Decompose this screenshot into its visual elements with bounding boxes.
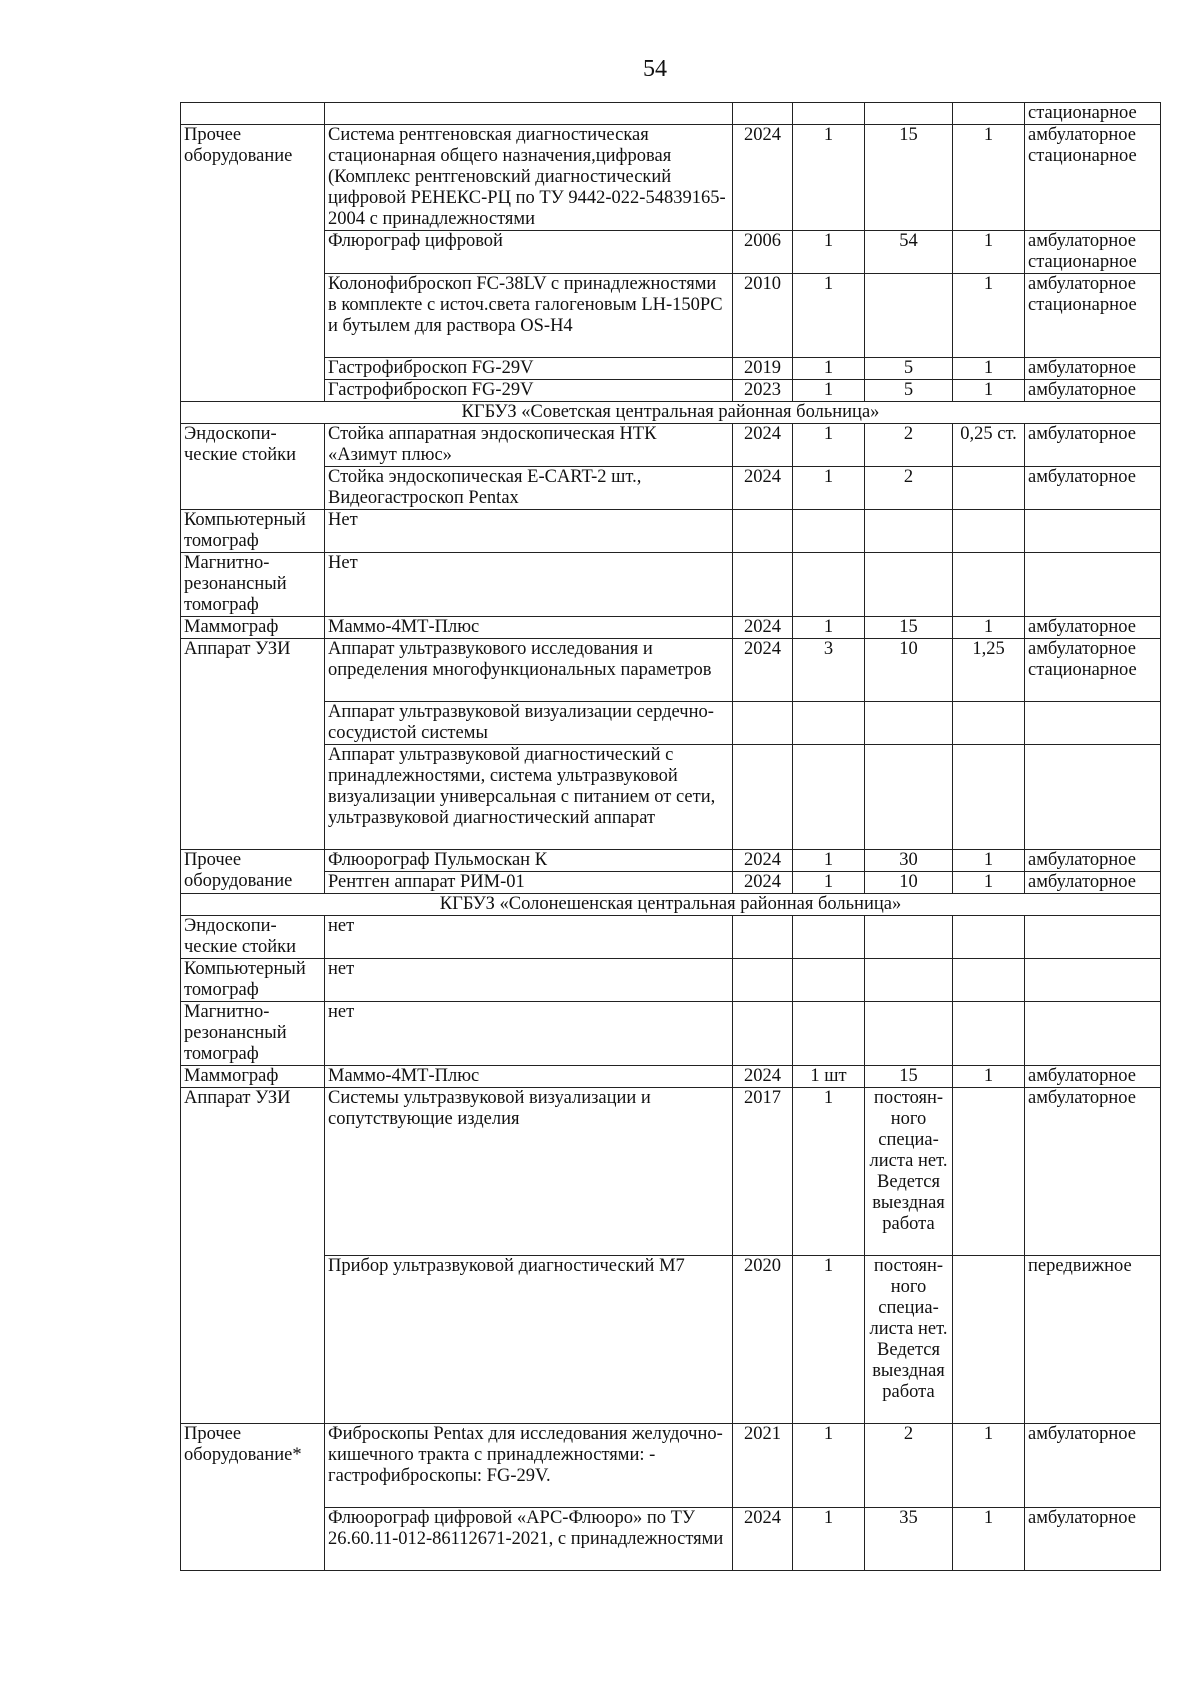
quantity-cell: 1 [793,872,865,894]
year-cell: 2024 [733,467,793,510]
shift-cell: 1 [953,231,1025,274]
category-cell: Магнитно-резонансный томограф [181,553,325,617]
year-cell: 2006 [733,231,793,274]
quantity-cell: 1 [793,125,865,231]
table-row [181,1088,1161,1256]
category-cell: Аппарат УЗИ [181,639,325,850]
description-cell: Система рентгеновская диагностическая стационарная общего назначения,цифровая (Комплекс рентгеновский диагностический цифровой РЕНЕКС-РЦ по ТУ 9442-022-54839165-2004 с принадлежностями [325,125,733,231]
section-title: КГБУЗ «Советская центральная районная больница» [181,402,1161,424]
load-cell: 15 [865,125,953,231]
load-cell: 2 [865,1424,953,1508]
description-cell: Прибор ультразвуковой диагностический М7 [325,1256,733,1424]
shift-cell [953,702,1025,745]
quantity-cell: 1 [793,1088,865,1256]
description-cell: Аппарат ультразвуковой визуализации сердечно-сосудистой системы [325,702,733,745]
mode-cell: амбулаторное [1025,1088,1161,1256]
quantity-cell: 1 [793,274,865,358]
quantity-cell [793,553,865,617]
table-row [181,639,1161,702]
description-cell: нет [325,916,733,959]
quantity-cell: 1 [793,380,865,402]
table-row [181,380,1161,402]
description-cell: Рентген аппарат РИМ-01 [325,872,733,894]
mode-cell: амбулаторное [1025,872,1161,894]
shift-cell: 1 [953,125,1025,231]
table-row [181,103,1161,125]
quantity-cell [793,959,865,1002]
quantity-cell: 1 [793,1424,865,1508]
description-cell: Системы ультразвуковой визуализации и сопутствующие изделия [325,1088,733,1256]
mode-cell: амбулаторное [1025,380,1161,402]
shift-cell [953,510,1025,553]
table-row [181,1508,1161,1571]
quantity-cell [793,702,865,745]
description-cell: Стойка аппаратная эндоскопическая НТК «Азимут плюс» [325,424,733,467]
description-cell: Маммо-4МТ-Плюс [325,1066,733,1088]
description-cell: Нет [325,510,733,553]
year-cell: 2024 [733,639,793,702]
load-cell [865,553,953,617]
empty-cell [953,103,1025,125]
year-cell: 2024 [733,872,793,894]
table-row [181,553,1161,617]
load-cell: 35 [865,1508,953,1571]
description-cell: Гастрофиброскоп FG-29V [325,358,733,380]
load-cell [865,702,953,745]
year-cell [733,959,793,1002]
table-row [181,1066,1161,1088]
mode-cell: амбулаторное стационарное [1025,231,1161,274]
section-row [181,894,1161,916]
description-cell: Стойка эндоскопическая E-CART-2 шт., Видеогастроскоп Pentax [325,467,733,510]
mode-cell: передвижное [1025,1256,1161,1424]
category-cell: Эндоскопи-ческие стойки [181,424,325,510]
description-cell: Аппарат ультразвукового исследования и определения многофункциональных параметров [325,639,733,702]
year-cell: 2024 [733,125,793,231]
category-cell: Эндоскопи-ческие стойки [181,916,325,959]
section-row [181,402,1161,424]
mode-cell: амбулаторное стационарное [1025,125,1161,231]
mode-cell: амбулаторное [1025,467,1161,510]
description-cell: Колонофиброскоп FC-38LV с принадлежностями в комплекте с источ.света галогеновым LH-150PC и бутылем для раствора OS-H4 [325,274,733,358]
shift-cell [953,959,1025,1002]
empty-cell [733,103,793,125]
empty-cell [181,103,325,125]
mode-cell: амбулаторное стационарное [1025,274,1161,358]
quantity-cell: 1 шт [793,1066,865,1088]
category-cell: Компьютерный томограф [181,959,325,1002]
year-cell: 2020 [733,1256,793,1424]
shift-cell: 1 [953,274,1025,358]
table-row [181,745,1161,850]
mode-cell [1025,916,1161,959]
shift-cell: 1 [953,1508,1025,1571]
mode-cell: амбулаторное [1025,424,1161,467]
shift-cell: 1 [953,358,1025,380]
description-cell: Аппарат ультразвуковой диагностический с принадлежностями, система ультразвуковой визуализации универсальная с питанием от сети, ультразвуковой диагностический аппарат [325,745,733,850]
load-cell: 10 [865,872,953,894]
quantity-cell [793,510,865,553]
mode-cell: стационарное [1025,103,1161,125]
year-cell: 2024 [733,424,793,467]
load-cell: 15 [865,617,953,639]
quantity-cell: 1 [793,617,865,639]
shift-cell: 1 [953,1066,1025,1088]
year-cell [733,702,793,745]
table-row [181,510,1161,553]
shift-cell: 1 [953,617,1025,639]
mode-cell: амбулаторное [1025,850,1161,872]
load-cell: постоян-ного специа-листа нет. Ведется выездная работа [865,1088,953,1256]
quantity-cell: 1 [793,231,865,274]
quantity-cell: 1 [793,467,865,510]
table-row [181,424,1161,467]
category-cell: Маммограф [181,617,325,639]
description-cell: Гастрофиброскоп FG-29V [325,380,733,402]
load-cell: 54 [865,231,953,274]
table-row [181,231,1161,274]
year-cell: 2024 [733,1508,793,1571]
shift-cell [953,467,1025,510]
shift-cell [953,1088,1025,1256]
load-cell: 2 [865,467,953,510]
description-cell: Флюорограф Пульмоскан К [325,850,733,872]
year-cell: 2017 [733,1088,793,1256]
year-cell [733,745,793,850]
table-row [181,1256,1161,1424]
equipment-table [180,102,1161,1571]
shift-cell: 1 [953,872,1025,894]
category-cell: Магнитно-резонансный томограф [181,1002,325,1066]
mode-cell [1025,959,1161,1002]
mode-cell: амбулаторное [1025,1066,1161,1088]
year-cell [733,553,793,617]
table-row [181,274,1161,358]
mode-cell [1025,1002,1161,1066]
year-cell: 2010 [733,274,793,358]
load-cell [865,1002,953,1066]
quantity-cell: 3 [793,639,865,702]
load-cell [865,274,953,358]
year-cell: 2019 [733,358,793,380]
table-row [181,872,1161,894]
shift-cell: 1 [953,1424,1025,1508]
description-cell: нет [325,959,733,1002]
shift-cell [953,553,1025,617]
year-cell [733,916,793,959]
category-cell: Маммограф [181,1066,325,1088]
empty-cell [325,103,733,125]
shift-cell [953,916,1025,959]
load-cell: 5 [865,380,953,402]
load-cell [865,510,953,553]
category-cell: Прочее оборудование [181,850,325,894]
mode-cell [1025,702,1161,745]
quantity-cell: 1 [793,1508,865,1571]
mode-cell: амбулаторное стационарное [1025,639,1161,702]
category-cell: Компьютерный томограф [181,510,325,553]
shift-cell [953,745,1025,850]
load-cell: 5 [865,358,953,380]
page-number: 54 [643,56,667,82]
load-cell: 30 [865,850,953,872]
load-cell: 2 [865,424,953,467]
quantity-cell: 1 [793,1256,865,1424]
mode-cell: амбулаторное [1025,1508,1161,1571]
section-title: КГБУЗ «Солонешенская центральная районная больница» [181,894,1161,916]
year-cell: 2024 [733,850,793,872]
table-row [181,916,1161,959]
shift-cell: 1 [953,380,1025,402]
table-row [181,617,1161,639]
mode-cell [1025,510,1161,553]
quantity-cell [793,1002,865,1066]
table-row [181,1424,1161,1508]
mode-cell [1025,745,1161,850]
table-row [181,1002,1161,1066]
load-cell [865,959,953,1002]
category-cell: Аппарат УЗИ [181,1088,325,1424]
shift-cell: 1 [953,850,1025,872]
mode-cell: амбулаторное [1025,617,1161,639]
category-cell: Прочее оборудование [181,125,325,402]
year-cell: 2024 [733,617,793,639]
shift-cell [953,1002,1025,1066]
table-row [181,702,1161,745]
table-row [181,125,1161,231]
year-cell [733,1002,793,1066]
description-cell: Нет [325,553,733,617]
load-cell: 15 [865,1066,953,1088]
quantity-cell: 1 [793,424,865,467]
mode-cell [1025,553,1161,617]
quantity-cell [793,745,865,850]
quantity-cell: 1 [793,358,865,380]
load-cell [865,745,953,850]
description-cell: Фиброскопы Pentax для исследования желудочно-кишечного тракта с принадлежностями: - гастрофиброскопы: FG-29V. [325,1424,733,1508]
year-cell [733,510,793,553]
description-cell: Флюрограф цифровой [325,231,733,274]
category-cell: Прочее оборудование* [181,1424,325,1571]
empty-cell [865,103,953,125]
shift-cell [953,1256,1025,1424]
load-cell: постоян-ного специа-листа нет. Ведется выездная работа [865,1256,953,1424]
quantity-cell: 1 [793,850,865,872]
table-row [181,467,1161,510]
year-cell: 2021 [733,1424,793,1508]
description-cell: Флюорограф цифровой «АРС-Флюоро» по ТУ 26.60.11-012-86112671-2021, с принадлежностями [325,1508,733,1571]
shift-cell: 0,25 ст. [953,424,1025,467]
table-row [181,959,1161,1002]
mode-cell: амбулаторное [1025,1424,1161,1508]
load-cell: 10 [865,639,953,702]
shift-cell: 1,25 [953,639,1025,702]
quantity-cell [793,916,865,959]
load-cell [865,916,953,959]
year-cell: 2023 [733,380,793,402]
table-row [181,358,1161,380]
empty-cell [793,103,865,125]
mode-cell: амбулаторное [1025,358,1161,380]
year-cell: 2024 [733,1066,793,1088]
description-cell: нет [325,1002,733,1066]
description-cell: Маммо-4МТ-Плюс [325,617,733,639]
table-row [181,850,1161,872]
